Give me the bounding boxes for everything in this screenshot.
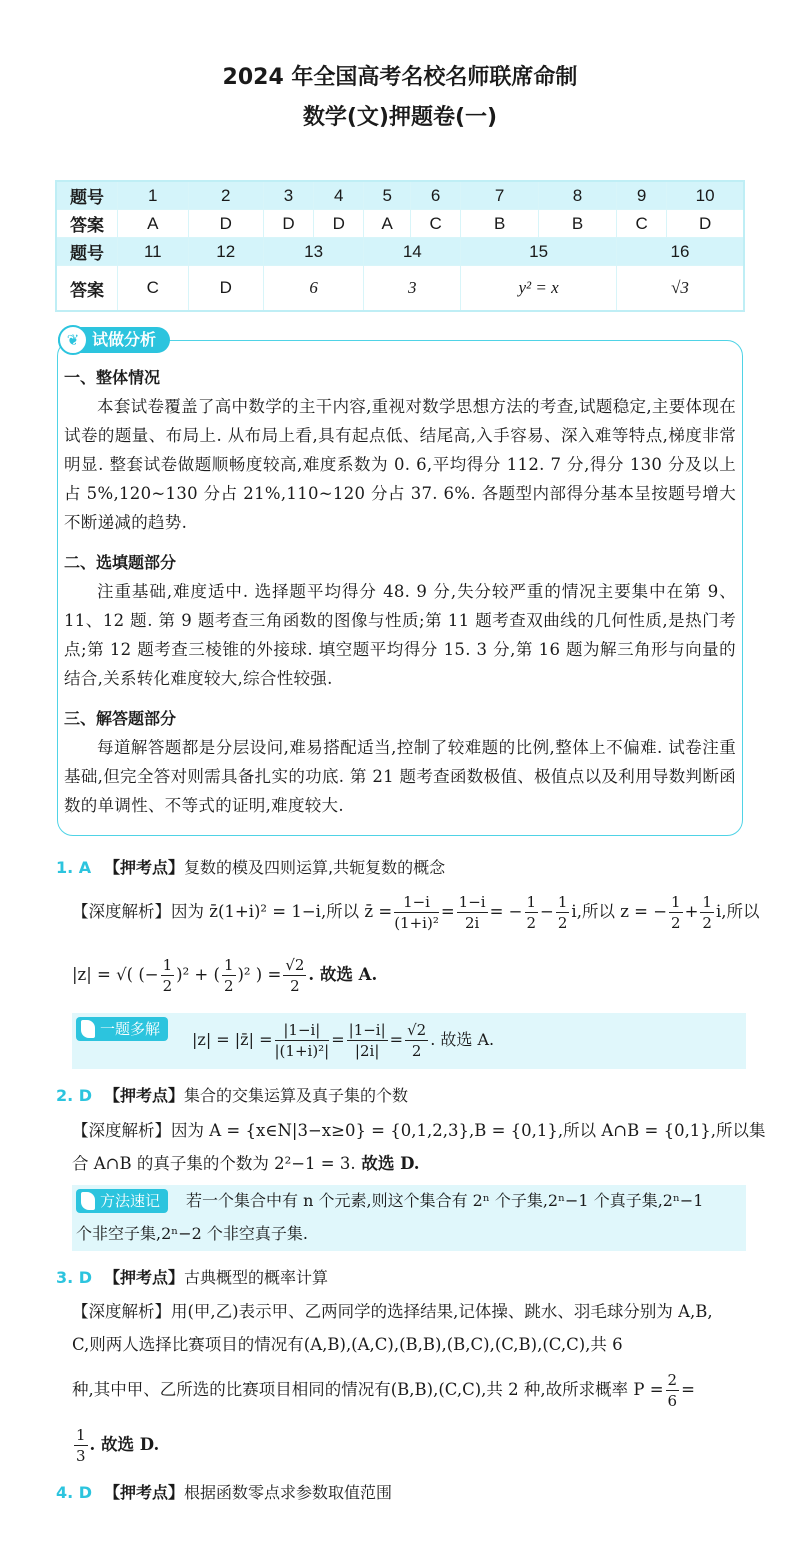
question-4-header (56, 1480, 746, 1503)
conclusion: 故选 D. (355, 1154, 420, 1173)
method-summary-badge (76, 1189, 168, 1213)
exam-point-text: 根据函数零点求参数取值范围 (184, 1483, 393, 1502)
analysis-text: 种,其中甲、乙所选的比赛项目相同的情况有(B,B),(C,C),共 2 种,故所求概率 P = (72, 1380, 664, 1399)
section-text: 注重基础,难度适中. 选择题平均得分 48. 9 分,失分较严重的情况主要集中在第 9、11、12 题. 第 9 题考查三角函数的图像与性质;第 11 题考查双曲线的几何性质,是热门考点;第 12 题考查三棱锥的外接球. 填空题平均得分 15. 3 分,第 16 题为解三角形与向量的结合,关系转化难度较大,综合性较强. (64, 582, 736, 688)
question-number: 2. D (56, 1086, 93, 1105)
section-heading: 二、选填题部分 (64, 553, 177, 572)
denominator: 6 (667, 1392, 678, 1410)
numerator: 1 (76, 1426, 86, 1444)
fraction (347, 1020, 388, 1061)
q3-analysis-line (72, 1425, 746, 1466)
conclusion: . 故选 A. (430, 1030, 495, 1049)
question-number-row (56, 181, 744, 210)
leaf-icon: ❦ (58, 325, 88, 355)
answer-cell: 1 (118, 181, 189, 210)
answer-cell: 3 (263, 181, 313, 210)
denominator: |(1+i)²| (274, 1042, 330, 1060)
answer-key-table (55, 180, 745, 312)
answer-cell: C (616, 210, 666, 238)
fraction (74, 1425, 88, 1466)
page-title: 2024 年全国高考名校名师联席命制 (222, 65, 578, 90)
denominator: 2 (223, 977, 234, 995)
fraction (457, 892, 488, 933)
section-text: 每道解答题都是分层设问,难易搭配适当,控制了较难题的比例,整体上不偏难. 试卷注重基础,但完全答对则需具备扎实的功底. 第 21 题考查函数极值、极值点以及利用导数判断函数的单调性、不等式的证明,难度较大. (64, 738, 736, 815)
answer-cell: B (461, 210, 539, 238)
numerator: 1 (162, 956, 173, 974)
answer-cell: 2 (188, 181, 263, 210)
badge-label: 一题多解 (100, 1020, 161, 1038)
fraction (525, 892, 539, 933)
denominator: 2 (411, 1042, 422, 1060)
answer-cell: 6 (263, 266, 363, 312)
denominator: (1+i)² (394, 914, 439, 932)
conclusion: . 故选 A. (308, 965, 378, 984)
exam-point-tag: 【押考点】 (104, 1086, 185, 1105)
exam-point-text: 古典概型的概率计算 (184, 1268, 329, 1287)
answer-cell: D (188, 266, 263, 312)
question-number: 1. A (56, 858, 92, 877)
q2-analysis-line (72, 1150, 746, 1174)
section-heading: 一、整体情况 (64, 368, 161, 387)
answer-cell: 7 (461, 181, 539, 210)
exam-point-text: 复数的模及四则运算,共轭复数的概念 (184, 858, 446, 877)
multiple-solutions-badge (76, 1017, 168, 1041)
answer-cell: 14 (364, 238, 461, 266)
math-text: )² + ( (176, 965, 220, 984)
answer-cell: 12 (188, 238, 263, 266)
exam-point-tag: 【押考点】 (104, 858, 185, 877)
answer-cell: D (263, 210, 313, 238)
answer-cell: A (364, 210, 411, 238)
q2-analysis-line (72, 1117, 766, 1141)
conclusion: . 故选 D. (89, 1435, 160, 1454)
math-text: = (440, 902, 455, 921)
answer-cell: 15 (461, 238, 617, 266)
answer-cell: 9 (616, 181, 666, 210)
q1-modulus-line (72, 955, 746, 996)
analysis-text: 合 A∩B 的真子集的个数为 2²−1 = 3. (72, 1154, 356, 1173)
badge-label: 试做分析 (92, 330, 157, 349)
answer-cell: D (667, 210, 744, 238)
q1-analysis-line (72, 892, 760, 933)
badge-label: 方法速记 (100, 1192, 161, 1210)
answer-cell: √3 (616, 266, 744, 312)
page-subtitle: 数学(文)押题卷(一) (302, 105, 498, 130)
numerator: √2 (407, 1021, 427, 1039)
fraction (283, 955, 306, 996)
numerator: 2 (667, 1371, 678, 1389)
math-text: 因为 z̄(1+i)² = 1−i,所以 z̄ = (171, 902, 393, 921)
answer-cell: A (118, 210, 189, 238)
question-3-header (56, 1265, 746, 1288)
answer-cell: 6 (411, 181, 461, 210)
q3-analysis-line (72, 1331, 746, 1355)
question-number-row (56, 238, 744, 266)
analysis-text: C,则两人选择比赛项目的情况有(A,B),(A,C),(B,B),(B,C),(C,B),(C,C),共 6 (72, 1335, 623, 1354)
denominator: 2 (290, 977, 300, 995)
tip-text: 个非空子集,2ⁿ−2 个非空真子集. (76, 1224, 308, 1243)
fraction (700, 892, 714, 933)
math-text: = − (489, 902, 523, 921)
exam-point-tag: 【押考点】 (104, 1483, 185, 1502)
fraction (394, 892, 439, 933)
math-text: )² ) = (237, 965, 282, 984)
numerator: √2 (285, 956, 305, 974)
analysis-label: 【深度解析】 (72, 1121, 171, 1140)
denominator: 2 (671, 914, 681, 932)
exam-point-text: 集合的交集运算及真子集的个数 (184, 1086, 409, 1105)
leaf-icon (81, 1020, 95, 1038)
answer-cell: 3 (364, 266, 461, 312)
exam-point-tag: 【押考点】 (104, 1268, 185, 1287)
answer-cell: 16 (616, 238, 744, 266)
answer-row (56, 210, 744, 238)
multiple-solutions-box (72, 1013, 746, 1069)
answer-cell: C (411, 210, 461, 238)
denominator: 2 (162, 977, 173, 995)
math-text: = (389, 1030, 404, 1049)
denominator: 3 (76, 1447, 86, 1465)
denominator: 2 (557, 914, 568, 932)
answer-cell: 8 (539, 181, 617, 210)
solution-section (64, 704, 736, 820)
answer-cell: 11 (118, 238, 189, 266)
method-summary-box (72, 1185, 746, 1251)
section-heading: 三、解答题部分 (64, 709, 177, 728)
row-label: 题号 (56, 181, 118, 210)
analysis-label: 【深度解析】 (72, 1302, 171, 1321)
section-text: 本套试卷覆盖了高中数学的主干内容,重视对数学思想方法的考查,试题稳定,主要体现在试卷的题量、布局上. 从布局上看,具有起点低、结尾高,入手容易、深入难等特点,梯度非常明显. 整套试卷做题顺畅度较高,难度系数为 0. 6,平均得分 112. 7 分,得分 130 分及以上占 5%,120~130 分占 21%,110~120 分占 37. 6%. 各题型内部得分基本呈按题号增大不断递减的趋势. (64, 397, 736, 532)
numerator: 1−i (458, 893, 486, 911)
math-text: − (540, 902, 554, 921)
answer-cell: B (539, 210, 617, 238)
answer-cell: 5 (364, 181, 411, 210)
answer-cell: D (314, 210, 364, 238)
answer-cell: y² = x (461, 266, 617, 312)
trial-analysis-badge (58, 327, 170, 353)
row-label: 答案 (56, 210, 118, 238)
answer-row (56, 266, 744, 312)
math-text: |z| = √( (− (72, 965, 159, 984)
answer-cell: 4 (314, 181, 364, 210)
q3-analysis-line (72, 1298, 746, 1322)
fraction (222, 955, 236, 996)
analysis-label: 【深度解析】 (72, 902, 171, 921)
question-number: 3. D (56, 1268, 93, 1287)
math-text: |z| = |z̄| = (192, 1030, 273, 1049)
numerator: 1 (526, 893, 537, 911)
question-2-header (56, 1083, 746, 1106)
overall-section (64, 363, 736, 537)
row-label: 答案 (56, 266, 118, 312)
question-1-header (56, 855, 746, 878)
denominator: 2i (464, 914, 480, 932)
numerator: 1 (671, 893, 681, 911)
numerator: 1 (702, 893, 712, 911)
fraction (666, 1370, 680, 1411)
question-number: 4. D (56, 1483, 93, 1502)
numerator: |1−i| (275, 1020, 330, 1041)
q3-analysis-line (72, 1370, 746, 1411)
fraction (275, 1020, 330, 1061)
denominator: 2 (702, 914, 712, 932)
denominator: 2 (526, 914, 537, 932)
answer-cell: D (188, 210, 263, 238)
fraction (161, 955, 175, 996)
numerator: 1 (223, 956, 234, 974)
analysis-text: 用(甲,乙)表示甲、乙两同学的选择结果,记体操、跳水、羽毛球分别为 A,B, (171, 1302, 713, 1321)
tip-content (192, 1020, 494, 1061)
row-label: 题号 (56, 238, 118, 266)
math-text: i,所以 (715, 902, 760, 921)
answer-cell: 10 (667, 181, 744, 210)
fraction (669, 892, 683, 933)
answer-cell: C (118, 266, 189, 312)
math-text: i,所以 z = − (571, 902, 668, 921)
choice-fill-section (64, 548, 736, 693)
numerator: 1−i (394, 892, 439, 913)
numerator: 1 (557, 893, 568, 911)
numerator: |1−i| (348, 1021, 386, 1039)
fraction (556, 892, 570, 933)
math-text: = (681, 1380, 695, 1399)
fraction (405, 1020, 428, 1061)
math-text: = (331, 1030, 345, 1049)
tip-text: 若一个集合中有 n 个元素,则这个集合有 2ⁿ 个子集,2ⁿ−1 个真子集,2ⁿ−1 (186, 1191, 704, 1210)
math-text: + (684, 902, 699, 921)
leaf-icon (81, 1192, 95, 1210)
denominator: |2i| (354, 1042, 380, 1060)
analysis-text: 因为 A = {x∈N|3−x≥0} = {0,1,2,3},B = {0,1},所以 A∩B = {0,1},所以集 (171, 1121, 766, 1140)
answer-cell: 13 (263, 238, 363, 266)
